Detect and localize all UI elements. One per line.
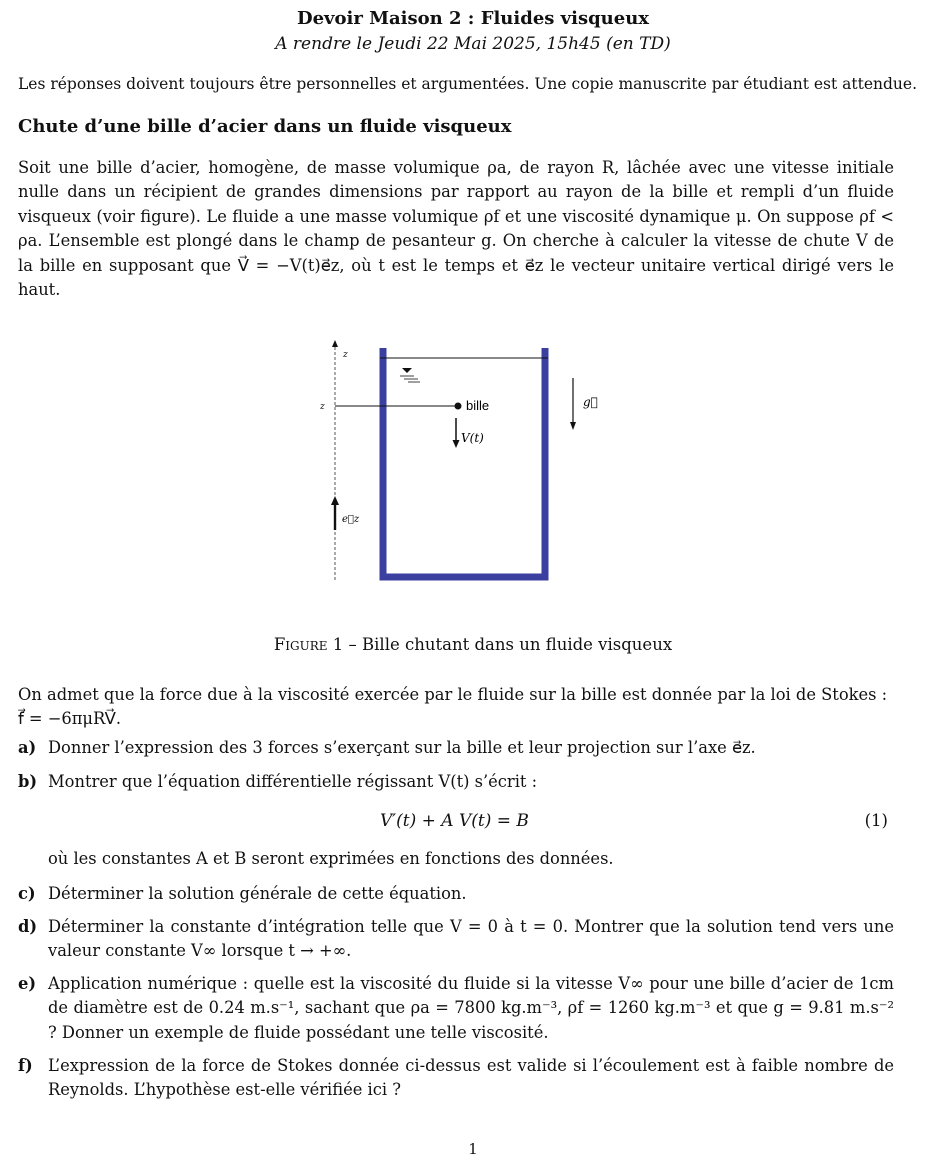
question-text: Déterminer la solution générale de cette équation. <box>48 884 467 903</box>
document-title: Devoir Maison 2 : Fluides visqueux <box>296 8 650 29</box>
equation-1 <box>0 811 946 837</box>
section-title: Chute d’une bille d’acier dans un fluide visqueux <box>18 116 512 137</box>
question-text: Montrer que l’équation différentielle régissant V(t) s’écrit : <box>48 772 538 791</box>
document-subtitle: A rendre le Jeudi 22 Mai 2025, 15h45 (en TD) <box>275 34 671 54</box>
question-d <box>18 915 898 961</box>
figure-caption-text: – Bille chutant dans un fluide visqueux <box>348 635 673 654</box>
question-text: Donner l’expression des 3 forces s’exerçant sur la bille et leur projection sur l’axe e⃗z. <box>48 738 756 757</box>
container <box>383 348 545 577</box>
question-text: Déterminer la constante d’intégration telle que V = 0 à t = 0. Montrer que la solution tend vers une valeur constante V∞ lorsque t → +∞. <box>48 917 894 961</box>
stokes-law-paragraph: On admet que la force due à la viscosité exercée par le fluide sur la bille est donnée par la loi de Stokes : f⃗ = −6πμRV⃗. <box>18 685 888 728</box>
velocity-label: V(t) <box>461 431 484 445</box>
figure-caption-prefix: Figure 1 <box>273 635 344 654</box>
question-f <box>18 1054 898 1100</box>
z-axis-label: z <box>343 350 348 360</box>
gravity-label: g⃗ <box>583 395 598 409</box>
ball-label: bille <box>466 398 490 413</box>
question-c <box>18 882 898 906</box>
ball <box>455 403 462 410</box>
free-surface-icon <box>400 368 420 382</box>
question-text: Application numérique : quelle est la viscosité du fluide si la vitesse V∞ pour une bille d’acier de 1cm de diamètre est de 0.24 m.s⁻¹, sachant que ρa = 7800 kg.m⁻³, ρf = 1260 kg.m⁻³ et que g = 9.81 m.s⁻² ? Donner un exemple de fluide possédant une telle viscosité. <box>48 974 894 1042</box>
z-axis-arrowhead <box>332 340 338 347</box>
figure-diagram <box>300 340 620 590</box>
gravity-arrowhead <box>570 422 576 430</box>
velocity-arrowhead <box>453 440 460 448</box>
equation-note: où les constantes A et B seront exprimées en fonctions des données. <box>48 849 614 868</box>
z-level-label: z <box>320 402 325 412</box>
question-label: a) <box>18 738 37 757</box>
instructions-notice: Les réponses doivent toujours être personnelles et argumentées. Une copie manuscrite par étudiant est attendue. <box>18 75 917 93</box>
intro-paragraph: Soit une bille d’acier, homogène, de masse volumique ρa, de rayon R, lâchée avec une vitesse initiale nulle dans un récipient de grandes dimensions par rapport au rayon de la bille et rempli d’un fluide visqueux (voir figure). Le fluide a une masse volumique ρf et une viscosité dynamique μ. On suppose ρf < ρa. L’ensemble est plongé dans le champ de pesanteur g. On cherche à calculer la vitesse de chute V de la bille en supposant que V⃗ = −V(t)e⃗z, où t est le temps et e⃗z le vecteur unitaire vertical dirigé vers le haut. <box>18 158 894 300</box>
unit-vector-arrowhead <box>331 496 339 505</box>
page-number: 1 <box>468 1140 478 1158</box>
equation-number: (1) <box>864 811 888 830</box>
question-a <box>18 736 898 760</box>
question-b <box>18 770 898 794</box>
question-label: f) <box>18 1056 33 1075</box>
question-text: L’expression de la force de Stokes donnée ci-dessus est valide si l’écoulement est à faible nombre de Reynolds. L’hypothèse est-elle vérifiée ici ? <box>48 1056 894 1100</box>
equation-expression: V′(t) + A V(t) = B <box>380 811 529 831</box>
figure-caption <box>0 635 946 654</box>
question-label: b) <box>18 772 38 791</box>
question-label: e) <box>18 974 37 993</box>
question-label: d) <box>18 917 38 936</box>
unit-vector-label: e⃗z <box>342 514 360 525</box>
question-e <box>18 972 898 1042</box>
question-label: c) <box>18 884 36 903</box>
